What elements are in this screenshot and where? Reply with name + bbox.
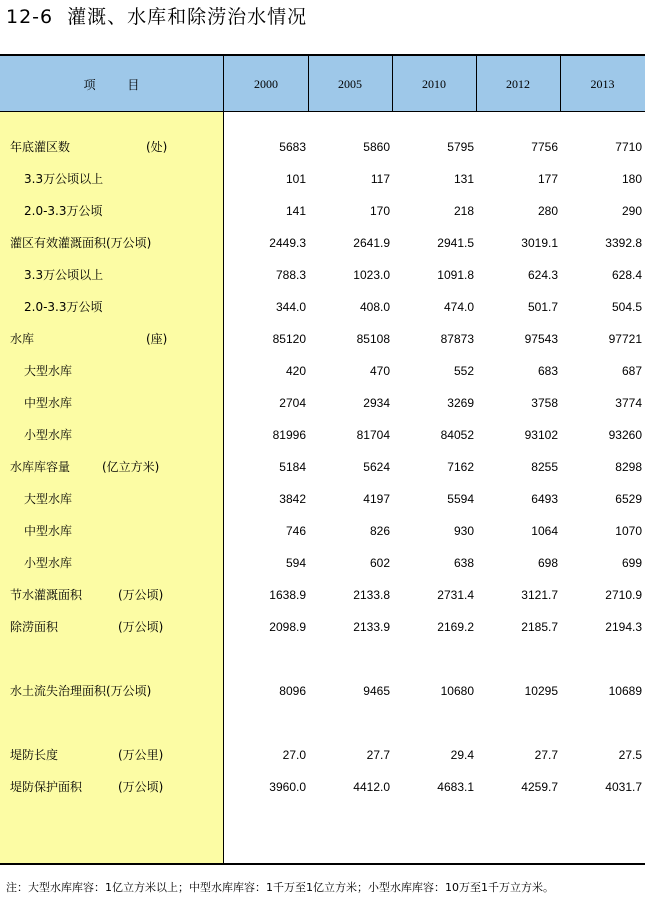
row-label: 除涝面积 xyxy=(10,620,59,634)
cell-value: 788.3 xyxy=(275,268,306,282)
cell-value: 3019.1 xyxy=(521,236,558,250)
cell-value: 2941.5 xyxy=(437,236,474,250)
cell-value: 8255 xyxy=(531,460,558,474)
cell-value: 602 xyxy=(369,556,390,570)
cell-value: 218 xyxy=(453,204,474,218)
cell-value: 5184 xyxy=(279,460,306,474)
table-row xyxy=(0,131,645,163)
cell-value: 6529 xyxy=(615,492,642,506)
cell-value: 3842 xyxy=(279,492,306,506)
cell-value: 1064 xyxy=(531,524,558,538)
column-divider xyxy=(560,56,561,112)
row-label: 小型水库 xyxy=(24,428,73,442)
cell-value: 746 xyxy=(285,524,306,538)
table-row xyxy=(0,547,645,579)
cell-value: 344.0 xyxy=(275,300,306,314)
cell-value: 27.5 xyxy=(618,748,642,762)
cell-value: 97543 xyxy=(524,332,558,346)
statistics-table xyxy=(0,54,645,866)
cell-value: 3758 xyxy=(531,396,558,410)
cell-value: 3392.8 xyxy=(605,236,642,250)
row-label: 堤防长度 xyxy=(10,748,59,762)
cell-value: 1091.8 xyxy=(437,268,474,282)
cell-value: 81704 xyxy=(356,428,390,442)
cell-value: 408.0 xyxy=(359,300,390,314)
cell-value: 683 xyxy=(537,364,558,378)
cell-value: 141 xyxy=(285,204,306,218)
table-number: 12-6 xyxy=(6,6,54,28)
cell-value: 5683 xyxy=(279,140,306,154)
cell-value: 4259.7 xyxy=(521,780,558,794)
row-label: 小型水库 xyxy=(24,556,73,570)
cell-value: 177 xyxy=(537,172,558,186)
row-unit: (万公顷) xyxy=(118,588,164,602)
cell-value: 826 xyxy=(369,524,390,538)
cell-value: 1023.0 xyxy=(353,268,390,282)
column-divider xyxy=(392,56,393,112)
row-unit: (万公顷) xyxy=(118,780,164,794)
cell-value: 93260 xyxy=(608,428,642,442)
row-label: 中型水库 xyxy=(24,524,73,538)
cell-value: 27.0 xyxy=(282,748,306,762)
table-row xyxy=(0,451,645,483)
cell-value: 27.7 xyxy=(534,748,558,762)
cell-value: 7710 xyxy=(615,140,642,154)
cell-value: 594 xyxy=(285,556,306,570)
cell-value: 101 xyxy=(285,172,306,186)
row-label: 3.3万公顷以上 xyxy=(24,268,104,282)
cell-value: 85120 xyxy=(272,332,306,346)
cell-value: 7756 xyxy=(531,140,558,154)
row-unit: (处) xyxy=(146,140,168,154)
cell-value: 2710.9 xyxy=(605,588,642,602)
cell-value: 628.4 xyxy=(611,268,642,282)
cell-value: 2133.8 xyxy=(353,588,390,602)
cell-value: 4197 xyxy=(363,492,390,506)
cell-value: 97721 xyxy=(608,332,642,346)
table-row xyxy=(0,739,645,771)
table-row xyxy=(0,579,645,611)
table-row xyxy=(0,195,645,227)
cell-value: 2194.3 xyxy=(605,620,642,634)
cell-value: 3774 xyxy=(615,396,642,410)
cell-value: 5624 xyxy=(363,460,390,474)
column-divider xyxy=(476,56,477,112)
cell-value: 1070 xyxy=(615,524,642,538)
cell-value: 170 xyxy=(369,204,390,218)
cell-value: 84052 xyxy=(440,428,474,442)
cell-value: 5795 xyxy=(447,140,474,154)
cell-value: 2185.7 xyxy=(521,620,558,634)
page-title xyxy=(6,2,307,29)
cell-value: 10680 xyxy=(440,684,474,698)
row-label: 2.0-3.3万公顷 xyxy=(24,300,103,314)
cell-value: 87873 xyxy=(440,332,474,346)
cell-value: 2641.9 xyxy=(353,236,390,250)
cell-value: 6493 xyxy=(531,492,558,506)
cell-value: 552 xyxy=(453,364,474,378)
row-label: 年底灌区数 xyxy=(10,140,71,154)
table-row xyxy=(0,259,645,291)
cell-value: 7162 xyxy=(447,460,474,474)
table-row xyxy=(0,163,645,195)
table-row xyxy=(0,771,645,803)
table-row xyxy=(0,291,645,323)
cell-value: 27.7 xyxy=(366,748,390,762)
table-row xyxy=(0,323,645,355)
cell-value: 4031.7 xyxy=(605,780,642,794)
cell-value: 29.4 xyxy=(450,748,474,762)
cell-value: 117 xyxy=(370,172,390,186)
table-row xyxy=(0,419,645,451)
cell-value: 180 xyxy=(621,172,642,186)
cell-value: 1638.9 xyxy=(269,588,306,602)
footnote: 注：大型水库库容：1亿立方米以上；中型水库库容：1千万至1亿立方米；小型水库库容：10万至1千万立方米。 xyxy=(6,881,554,894)
table-title: 灌溉、水库和除涝治水情况 xyxy=(67,6,308,28)
cell-value: 3960.0 xyxy=(269,780,306,794)
header-year-2005: 2005 xyxy=(338,76,362,91)
row-unit: (万公顷) xyxy=(118,620,164,634)
table-row xyxy=(0,227,645,259)
row-label: 中型水库 xyxy=(24,396,73,410)
header-year-2000: 2000 xyxy=(254,76,278,91)
row-label: 灌区有效灌溉面积(万公顷) xyxy=(10,236,152,250)
table-row xyxy=(0,611,645,643)
cell-value: 504.5 xyxy=(611,300,642,314)
header-year-2013: 2013 xyxy=(590,76,615,91)
header-item: 项 目 xyxy=(83,77,154,92)
cell-value: 4412.0 xyxy=(353,780,390,794)
row-label: 水土流失治理面积(万公顷) xyxy=(10,684,152,698)
cell-value: 699 xyxy=(621,556,642,570)
column-divider xyxy=(308,56,309,112)
cell-value: 8298 xyxy=(615,460,642,474)
header-year-2010: 2010 xyxy=(422,76,446,91)
cell-value: 9465 xyxy=(363,684,390,698)
cell-value: 280 xyxy=(537,204,558,218)
table-row xyxy=(0,675,645,707)
table-row xyxy=(0,355,645,387)
row-label: 水库 xyxy=(10,332,35,346)
cell-value: 5860 xyxy=(363,140,390,154)
cell-value: 2934 xyxy=(363,396,390,410)
row-label: 堤防保护面积 xyxy=(10,780,83,794)
cell-value: 474.0 xyxy=(443,300,474,314)
row-unit: (座) xyxy=(146,332,168,346)
row-label: 大型水库 xyxy=(24,492,73,506)
cell-value: 8096 xyxy=(279,684,306,698)
cell-value: 85108 xyxy=(356,332,390,346)
cell-value: 10295 xyxy=(524,684,558,698)
cell-value: 930 xyxy=(453,524,474,538)
cell-value: 81996 xyxy=(272,428,306,442)
row-label: 节水灌溉面积 xyxy=(10,588,83,602)
cell-value: 2704 xyxy=(279,396,306,410)
cell-value: 470 xyxy=(369,364,390,378)
cell-value: 4683.1 xyxy=(437,780,474,794)
row-label: 3.3万公顷以上 xyxy=(24,172,104,186)
cell-value: 2169.2 xyxy=(437,620,474,634)
row-unit: (亿立方米) xyxy=(102,460,160,474)
cell-value: 2098.9 xyxy=(269,620,306,634)
cell-value: 5594 xyxy=(447,492,474,506)
row-label: 水库库容量 xyxy=(10,460,71,474)
table-row xyxy=(0,515,645,547)
row-unit: (万公里) xyxy=(118,748,164,762)
cell-value: 638 xyxy=(453,556,474,570)
cell-value: 93102 xyxy=(524,428,558,442)
cell-value: 131 xyxy=(453,172,474,186)
cell-value: 2731.4 xyxy=(437,588,474,602)
bottom-rule xyxy=(0,863,645,865)
header-year-2012: 2012 xyxy=(506,76,530,91)
cell-value: 624.3 xyxy=(527,268,558,282)
table-row xyxy=(0,483,645,515)
cell-value: 687 xyxy=(621,364,642,378)
cell-value: 3121.7 xyxy=(521,588,558,602)
cell-value: 2133.9 xyxy=(353,620,390,634)
cell-value: 2449.3 xyxy=(269,236,306,250)
cell-value: 10689 xyxy=(608,684,642,698)
table-row xyxy=(0,387,645,419)
cell-value: 698 xyxy=(537,556,558,570)
row-label: 大型水库 xyxy=(24,364,73,378)
row-label: 2.0-3.3万公顷 xyxy=(24,204,103,218)
cell-value: 290 xyxy=(621,204,642,218)
cell-value: 420 xyxy=(285,364,306,378)
cell-value: 501.7 xyxy=(527,300,558,314)
cell-value: 3269 xyxy=(447,396,474,410)
